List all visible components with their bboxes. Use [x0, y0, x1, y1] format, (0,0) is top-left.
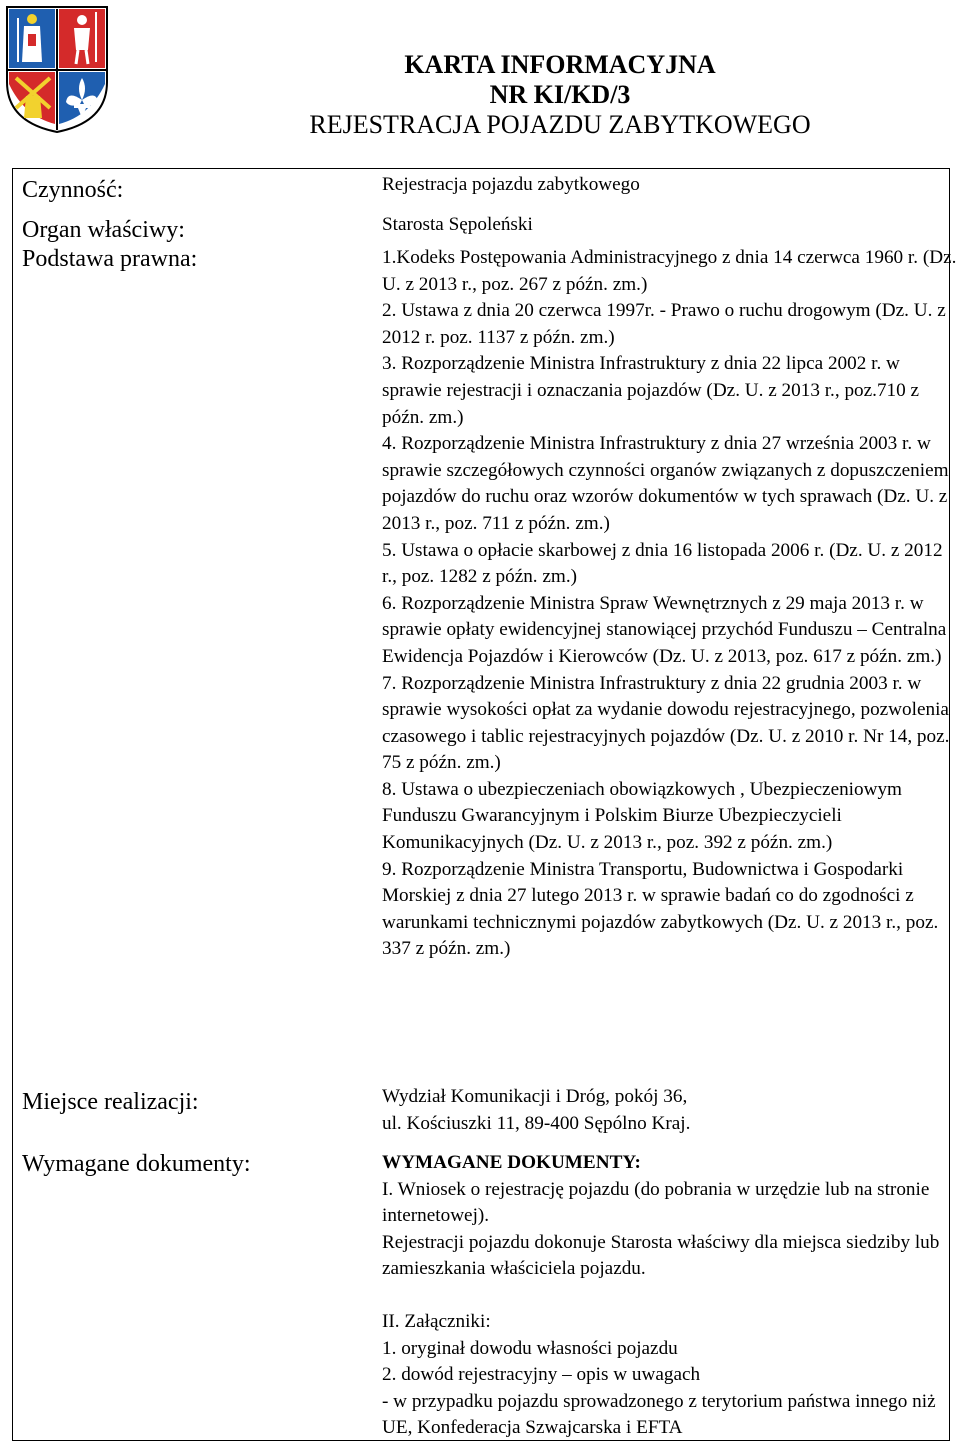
- legal-basis-item: 8. Ustawa o ubezpieczeniach obowiązkowych , Ubezpieczeniowym Funduszu Gwarancyjnym i Polskim Biurze Ubezpieczycieli Komunikacyjnych (Dz. U. z 2013 r., poz. 392 z późn. zm.): [382, 778, 902, 854]
- label-czynnosc: Czynność:: [22, 177, 124, 203]
- office-line: Wydział Komunikacji i Dróg, pokój 36,: [382, 1086, 688, 1107]
- legal-basis-list: [382, 245, 957, 963]
- value-organ: Starosta Sępoleński: [382, 214, 533, 235]
- label-miejsce: Miejsce realizacji:: [22, 1089, 199, 1115]
- documents-note: Rejestracji pojazdu dokonuje Starosta właściwy dla miejsca siedziby lub zamieszkania właściciela pojazdu.: [382, 1231, 940, 1280]
- attachments-heading: II. Załączniki:: [382, 1310, 491, 1332]
- attachment-item: - w przypadku pojazdu sprowadzonego z terytorium państwa innego niż UE, Konfederacja Szwajcarska i EFTA: [382, 1390, 936, 1439]
- attachment-item: 2. dowód rejestracyjny – opis w uwagach: [382, 1364, 701, 1386]
- header-number: NR KI/KD/3: [489, 80, 631, 109]
- value-dokumenty: [382, 1150, 957, 1442]
- legal-basis-item: 3. Rozporządzenie Ministra Infrastruktury z dnia 22 lipca 2002 r. w sprawie rejestracji i oznaczania pojazdów (Dz. U. z 2013 r., poz.710 z późn. zm.): [382, 353, 920, 428]
- header-title: KARTA INFORMACYJNA: [404, 50, 716, 79]
- coat-of-arms-icon: [4, 4, 110, 134]
- legal-basis-item: 2. Ustawa z dnia 20 czerwca 1997r. - Prawo o ruchu drogowym (Dz. U. z 2012 r. poz. 1137 z późn. zm.): [382, 300, 946, 348]
- legal-basis-item: 1.Kodeks Postępowania Administracyjnego z dnia 14 czerwca 1960 r. (Dz. U. z 2013 r., poz. 267 z późn. zm.): [382, 247, 957, 295]
- value-czynnosc: Rejestracja pojazdu zabytkowego: [382, 174, 640, 195]
- label-dokumenty: Wymagane dokumenty:: [22, 1151, 251, 1177]
- legal-basis-item: 6. Rozporządzenie Ministra Spraw Wewnętrznych z 29 maja 2013 r. w sprawie opłaty ewidencyjnej stanowiącej przychód Funduszu – Centralna Ewidencja Pojazdów i Kierowców (Dz. U. z 2013, poz. 617 z późn. zm.): [382, 592, 947, 667]
- document-header: [280, 50, 840, 140]
- value-miejsce: [382, 1084, 957, 1137]
- legal-basis-item: 9. Rozporządzenie Ministra Transportu, Budownictwa i Gospodarki Morskiej z dnia 27 lutego 2013 r. w sprawie badań co do zgodności z warunkami technicznymi pojazdów zabytkowych (Dz. U. z 2013 r., poz. 337 z późn. zm.): [382, 858, 939, 960]
- documents-item: I. Wniosek o rejestrację pojazdu (do pobrania w urzędzie lub na stronie internetowej).: [382, 1178, 930, 1227]
- attachment-item: 1. oryginał dowodu własności pojazdu: [382, 1337, 678, 1359]
- legal-basis-item: 7. Rozporządzenie Ministra Infrastruktury z dnia 22 grudnia 2003 r. w sprawie wysokości opłat za wydanie dowodu rejestracyjnego, pozwolenia czasowego i tablic rejestracyjnych pojazdów (Dz. U. z 2010 r. Nr 14, poz. 75 z późn. zm.): [382, 672, 950, 774]
- label-podstawa: Podstawa prawna:: [22, 246, 198, 272]
- label-organ: Organ właściwy:: [22, 217, 185, 243]
- documents-heading: WYMAGANE DOKUMENTY:: [382, 1152, 641, 1173]
- legal-basis-item: 5. Ustawa o opłacie skarbowej z dnia 16 listopada 2006 r. (Dz. U. z 2012 r., poz. 1282 z późn. zm.): [382, 539, 943, 588]
- address-line: ul. Kościuszki 11, 89-400 Sępólno Kraj.: [382, 1112, 691, 1134]
- header-subtitle: REJESTRACJA POJAZDU ZABYTKOWEGO: [309, 110, 811, 139]
- legal-basis-item: 4. Rozporządzenie Ministra Infrastruktury z dnia 27 września 2003 r. w sprawie szczegółowych czynności organów związanych z dopuszczeniem pojazdów do ruchu oraz wzorów dokumentów w tych sprawach (Dz. U. z 2013 r., poz. 711 z późn. zm.): [382, 433, 949, 534]
